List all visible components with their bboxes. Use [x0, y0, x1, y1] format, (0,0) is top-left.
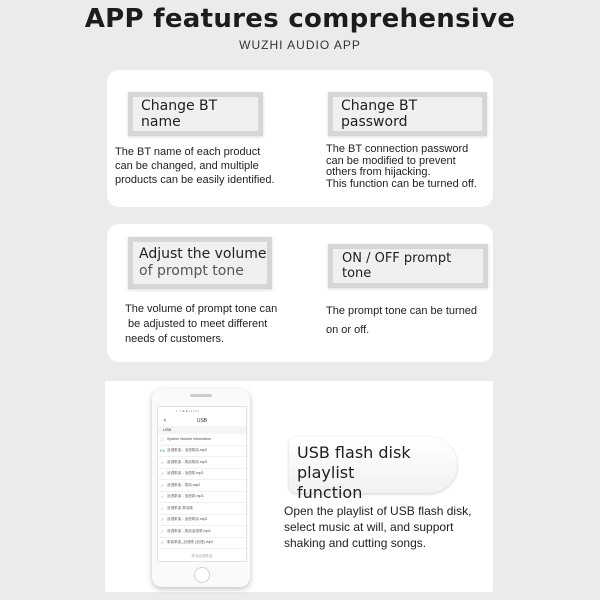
check-icon: ✓ — [160, 494, 165, 500]
change-bt-password-tag — [328, 92, 487, 136]
list-item[interactable]: ✓ 浪漫歌曲 - 歌曲.mp3 — [158, 480, 246, 492]
list-item[interactable]: ✓ 浪漫歌曲 - 浪漫歌.mp3 — [158, 492, 246, 504]
change-bt-name-tag — [128, 92, 263, 136]
row-marker: Ro — [159, 448, 166, 454]
list-item[interactable]: ✓ 歌曲歌曲_浪漫歌 (浪漫).mp3 — [158, 538, 246, 550]
change-bt-name-label: Change BT name — [141, 98, 218, 130]
list-item[interactable]: □ System Volume Information — [158, 434, 246, 446]
list-item[interactable]: ✓ 浪漫歌曲 - 浪漫歌.mp3 — [158, 469, 246, 481]
feature-card-prompt — [107, 224, 493, 362]
check-icon: ✓ — [160, 482, 165, 488]
adjust-volume-tag — [128, 237, 272, 289]
list-item[interactable]: ✓ 浪漫歌曲 歌曲歌 — [158, 503, 246, 515]
list-item[interactable]: Ro 浪漫歌曲 - 浪漫歌曲.mp3 — [158, 446, 246, 458]
check-icon: ✓ — [160, 517, 165, 523]
phone-mockup — [152, 389, 250, 587]
change-bt-password-label: Change BT password — [341, 98, 418, 130]
phone-screen — [157, 406, 247, 562]
screen-footer: 歌曲浪漫歌曲 — [191, 554, 213, 558]
feature-card-usb — [105, 381, 493, 592]
feature-card-bt — [107, 70, 493, 207]
check-icon: ✓ — [160, 528, 165, 534]
prompt-tone-toggle-label: ON / OFF prompt tone — [342, 251, 452, 281]
usb-playlist-tag — [289, 437, 457, 502]
home-button — [194, 567, 210, 583]
page-title: APP features comprehensive — [84, 4, 516, 34]
list-item[interactable]: ✓ 浪漫歌曲 - 歌曲歌曲.mp3 — [158, 457, 246, 469]
adjust-volume-desc: The volume of prompt tone can be adjusted to meet different needs of customers. — [125, 303, 278, 345]
list-item[interactable]: ✓ 浪漫歌曲 - 浪漫歌曲.mp3 — [158, 515, 246, 527]
status-bar: • · • ● ● • • • • • — [176, 409, 199, 413]
list-item[interactable]: ✓ 浪漫歌曲 - 歌曲浪漫歌.mp3 — [158, 526, 246, 538]
prompt-tone-toggle-tag — [328, 244, 488, 288]
change-bt-password-desc: The BT connection password can be modified to prevent others from hijacking. This function can be turned off. — [326, 143, 477, 190]
phone-speaker — [190, 394, 212, 397]
check-icon: ✓ — [160, 540, 165, 546]
screen-title: USB — [196, 418, 208, 424]
back-icon[interactable]: < — [163, 418, 167, 424]
page-subtitle: WUZHI AUDIO APP — [239, 38, 361, 52]
adjust-volume-label-2: of prompt tone — [139, 263, 244, 279]
adjust-volume-label-1: Adjust the volume — [139, 246, 267, 262]
check-icon: ✓ — [160, 471, 165, 477]
screen-nav — [158, 416, 246, 426]
usb-playlist-label-2: function — [297, 483, 363, 502]
check-icon: ✓ — [160, 459, 165, 465]
usb-playlist-desc: Open the playlist of USB flash disk, select music at will, and support shaking and cutting songs. — [284, 504, 472, 550]
usb-section-header: USB — [158, 426, 246, 434]
check-icon: ✓ — [160, 505, 165, 511]
change-bt-name-desc: The BT name of each product can be changed, and multiple products can be easily identified. — [115, 146, 275, 186]
folder-icon: □ — [161, 436, 164, 442]
usb-playlist-label-1: USB flash disk playlist — [297, 443, 411, 482]
prompt-tone-toggle-desc: The prompt tone can be turned on or off. — [326, 305, 478, 336]
